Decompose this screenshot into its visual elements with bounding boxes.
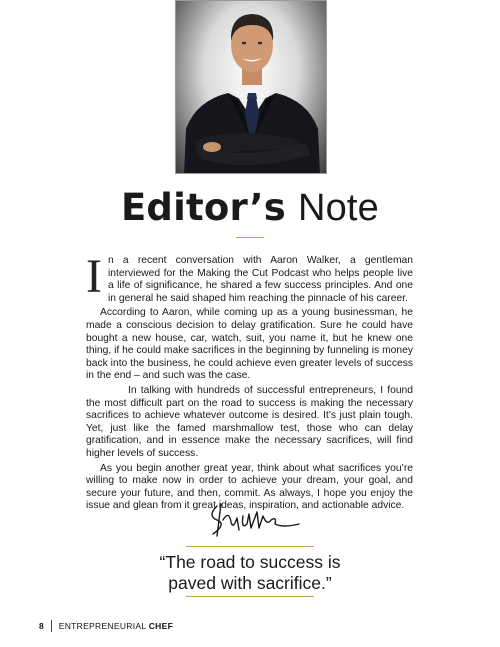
quote-top-rule [186,546,314,547]
magazine-name-bold: CHEF [148,621,174,631]
editor-photo [176,1,327,174]
page-footer [39,620,173,632]
paragraph-1 [86,250,413,305]
page-title [0,184,500,232]
editor-portrait [175,0,327,174]
pull-quote [0,552,500,594]
magazine-name-regular: ENTREPRENEURIAL [58,621,147,631]
paragraph-1-text: n a recent conversation with Aaron Walker, a gentleman interviewed for the Making the Cut Podcast who helps people live a life of significance, he shared a few success principles. And one in general he said shaped him reaching the pinnacle of his career. [107,255,413,304]
drop-cap: I [86,250,102,303]
title-light: Note [297,187,380,229]
page-number: 8 [39,621,44,631]
title-bold: Editor’s [120,186,286,229]
title-divider [236,237,264,238]
magazine-name [59,621,173,631]
quote-line-2: paved with sacrifice.” [168,573,332,593]
quote-bottom-rule [186,596,314,597]
paragraph-4: As you begin another great year, think about what sacrifices you’re willing to make now in order to achieve your dream, your goal, and secure your future, and then, commit. As always, I hope you enjoy the issue and glean from it great ideas, inspiration, and actionable advice. [86,462,413,512]
quote-line-1: “The road to success is [159,552,341,572]
footer-separator [51,620,52,632]
article-body [86,250,413,515]
paragraph-3: In talking with hundreds of successful entrepreneurs, I found the most difficult part on the road to success is making the necessary sacrifices to achieve whatever outcome is desired. It’s just plain tough. Yet, just like the famed marshmallow test, those who can delay gratification, and in essence make the necessary sacrifices, will find higher levels of success. [86,384,413,459]
paragraph-2: According to Aaron, while coming up as a young businessman, he made a conscious decision to delay gratification. Sure he could have bought a new house, car, watch, suit, you name it, but he knew one thing, if he could make sacrifices in the beginning by funneling is money back into the business, he could achieve even greater levels of success in the end – and such was the case. [86,307,413,382]
editor-signature [203,500,303,540]
